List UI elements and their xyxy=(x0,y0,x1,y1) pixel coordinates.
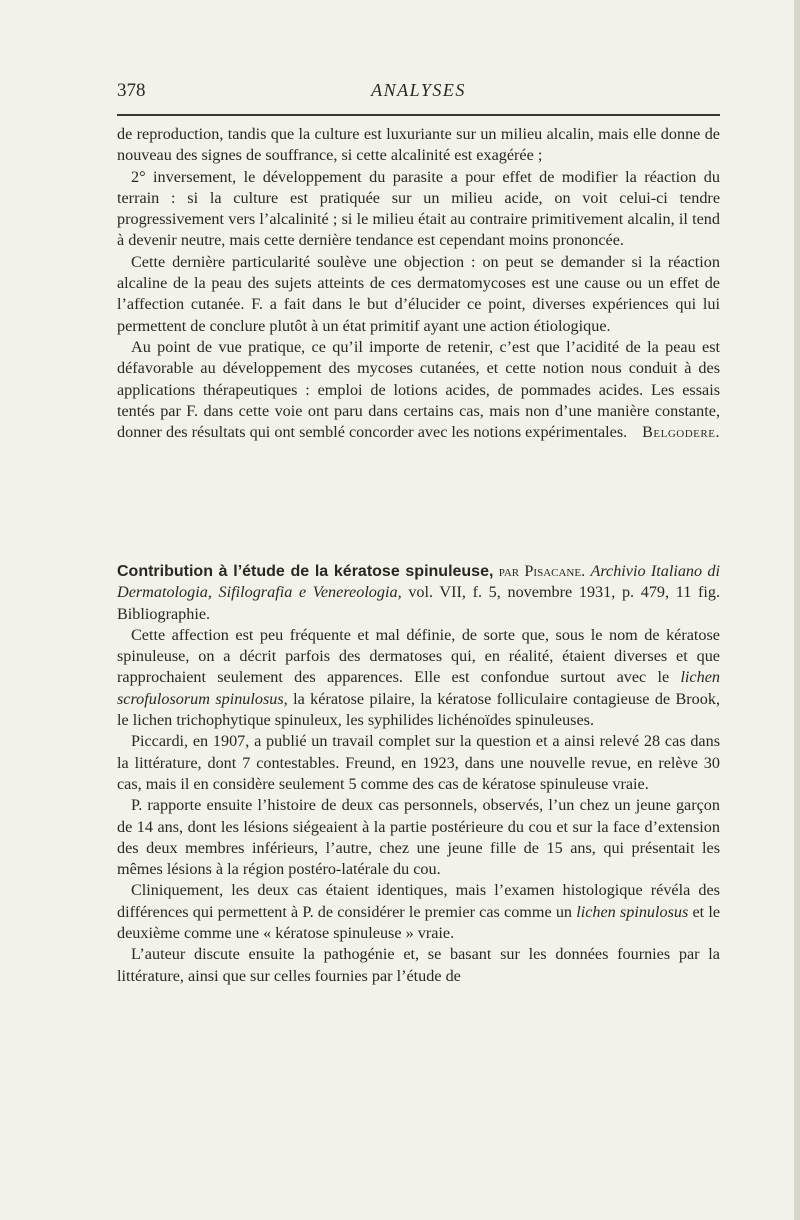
paragraph: de reproduction, tandis que la culture est luxuriante sur un milieu alcalin, mais elle donne de nouveau des signes de souffrance, si cette alcalinité est exagérée ; xyxy=(117,125,720,165)
italic-term: lichen spinulosus xyxy=(576,902,689,921)
running-title: ANALYSES xyxy=(371,80,466,100)
article-review xyxy=(117,561,720,987)
header-rule xyxy=(117,114,720,116)
italic-term: lichen scrofulosorum spinulosus, xyxy=(117,668,720,708)
reviewer-signature: Belgodere. xyxy=(642,423,720,442)
paragraph: Au point de vue pratique, ce qu’il importe de retenir, c’est que l’acidité de la peau est défavorable au développement des mycoses cutanées, et cette notion nous conduit à des applications thérapeutiques : emploi de lotions acides, de pommades acides. Les essais tentés par F. dans cette voie ont paru dans certains cas, mais non d’une manière constante, donner des résultats qui ont semblé concorder avec les notions expérimentales. xyxy=(117,337,720,442)
article-title: Contribution à l’étude de la kératose spinuleuse, xyxy=(117,563,494,580)
page-edge-shadow xyxy=(794,0,800,1220)
paragraph: Piccardi, en 1907, a publié un travail complet sur la question et a ainsi relevé 28 cas dans la littérature, dont 7 contestables. Freund, en 1923, dans une nouvelle revue, en relève 30 cas, mais il en considère seulement 5 comme des cas de kératose spinuleuse vraie. xyxy=(117,732,720,793)
paragraph: 2° inversement, le développement du parasite a pour effet de modifier la réaction du terrain : si la culture est pratiquée sur un milieu acide, on voit celui-ci tendre progressivement vers l’alcalinité ; si le milieu était au contraire primitivement alcalin, il tend à devenir neutre, mais cette dernière tendance est cependant moins prononcée. xyxy=(117,167,720,250)
previous-review xyxy=(117,124,720,443)
page-header xyxy=(117,80,720,106)
article-author: par Pisacane. xyxy=(498,562,586,580)
paragraph: P. rapporte ensuite l’histoire de deux cas personnels, observés, l’un chez un jeune garçon de 14 ans, dont les lésions siégeaient à la partie postérieure du cou et sur la face d’extension des deux membres inférieurs, l’autre, chez une jeune fille de 15 ans, qui présentait les mêmes lésions à la région postéro-latérale du cou. xyxy=(117,796,720,879)
journal-name: Archivio Italiano di Dermatologia, Sifilografia e Venereologia, xyxy=(117,562,721,602)
journal-reference: vol. VII, f. 5, novembre 1931, p. 479, 11 fig. Bibliographie. xyxy=(117,583,720,623)
paragraph: L’auteur discute ensuite la pathogénie et, se basant sur les données fournies par la littérature, ainsi que sur celles fournies par l’étude de xyxy=(117,945,720,985)
paragraph: Cette affection est peu fréquente et mal définie, de sorte que, sous le nom de kératose spinuleuse, on a décrit parfois des dermatoses qui, en réalité, étaient diverses et que rapprochaient seulement des apparences. Elle est confondue surtout avec le lichen scrofulosorum spinulosus, la kératose pilaire, la kératose folliculaire contagieuse de Brook, le lichen trichophytique spinuleux, les syphilides lichénoïdes spinuleuses. xyxy=(117,625,720,730)
paragraph: Cette dernière particularité soulève une objection : on peut se demander si la réaction alcaline de la peau des sujets atteints de ces dermatomycoses est une cause ou un effet de l’affection cutanée. F. a fait dans le but d’élucider ce point, diverses expériences qui lui permettent de conclure plutôt à un état primitif ayant une action étiologique. xyxy=(117,252,720,335)
article-heading xyxy=(117,561,720,625)
page-number: 378 xyxy=(117,80,146,101)
paragraph: Cliniquement, les deux cas étaient identiques, mais l’examen histologique révéla des différences qui permettent à P. de considérer le premier cas comme un lichen spinulosus et le deuxième comme une « kératose spinuleuse » vraie. xyxy=(117,881,721,943)
